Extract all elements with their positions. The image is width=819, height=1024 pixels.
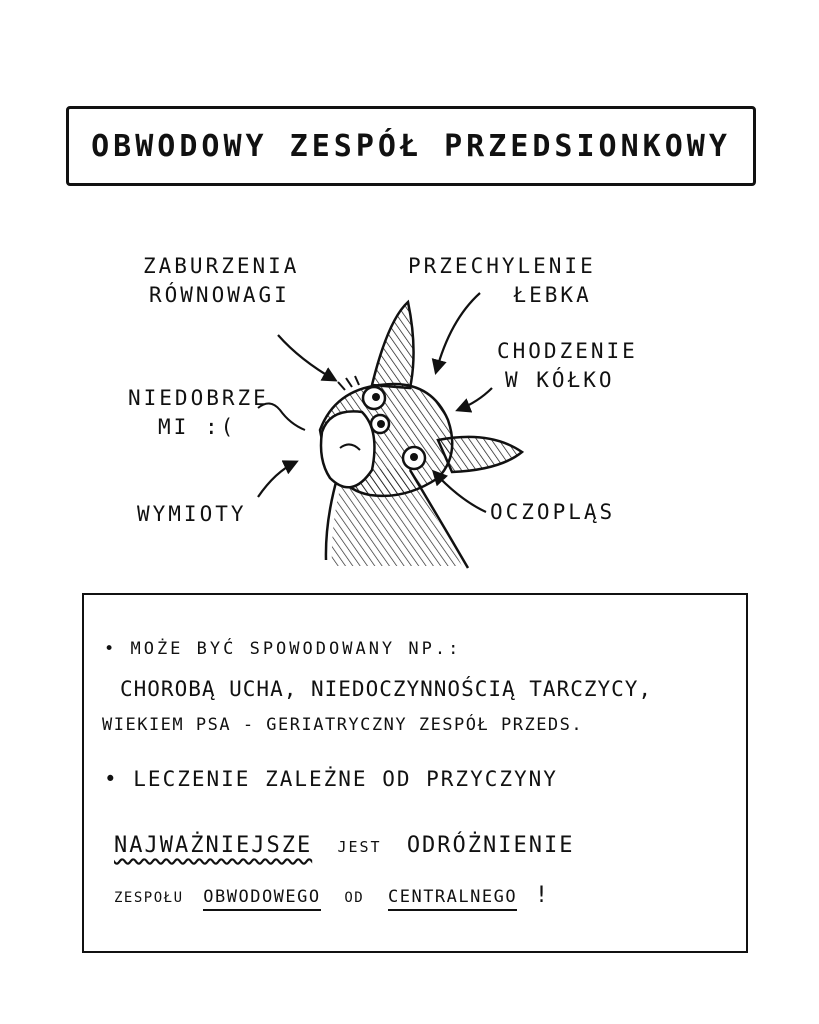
arrow-icon	[458, 388, 492, 410]
sad-face: :(	[204, 415, 237, 439]
arrow-icon	[278, 335, 335, 380]
info-bullet-treatment: • LECZENIE ZALEŻNE OD PRZYCZYNY	[104, 767, 558, 791]
info-line-causes: CHOROBĄ UCHA, NIEDOCZYNNOŚCIĄ TARCZYCY,	[120, 677, 653, 701]
label-nystagmus: OCZOPLĄS	[490, 500, 616, 524]
important-word: NAJWAŻNIEJSZE	[114, 833, 313, 858]
info-line-distinction: ZESPOŁU OBWODOWEGO OD CENTRALNEGO !	[114, 883, 550, 908]
label-head-tilt: PRZECHYLENIE ŁEBKA	[408, 254, 596, 307]
label-nausea: NIEDOBRZE MI :(	[128, 386, 269, 439]
arrow-icon	[434, 472, 486, 512]
info-box	[82, 593, 748, 953]
label-balance: ZABURZENIA RÓWNOWAGI	[143, 254, 300, 307]
dog-ear-left	[372, 302, 414, 388]
peripheral-word: OBWODOWEGO	[203, 887, 320, 911]
info-line-important: NAJWAŻNIEJSZE JEST ODRÓŻNIENIE	[114, 833, 575, 858]
arrow-icon	[258, 462, 296, 497]
dog-muzzle	[321, 411, 374, 487]
label-vomiting: WYMIOTY	[137, 502, 247, 526]
label-circling: CHODZENIE W KÓŁKO	[497, 339, 638, 392]
central-word: CENTRALNEGO	[388, 887, 517, 911]
page-title: OBWODOWY ZESPÓŁ PRZEDSIONKOWY	[91, 128, 731, 164]
info-bullet-cause: • MOŻE BYĆ SPOWODOWANY NP.:	[104, 639, 462, 659]
info-line-age: WIEKIEM PSA - GERIATRYCZNY ZESPÓŁ PRZEDS.	[102, 715, 584, 735]
